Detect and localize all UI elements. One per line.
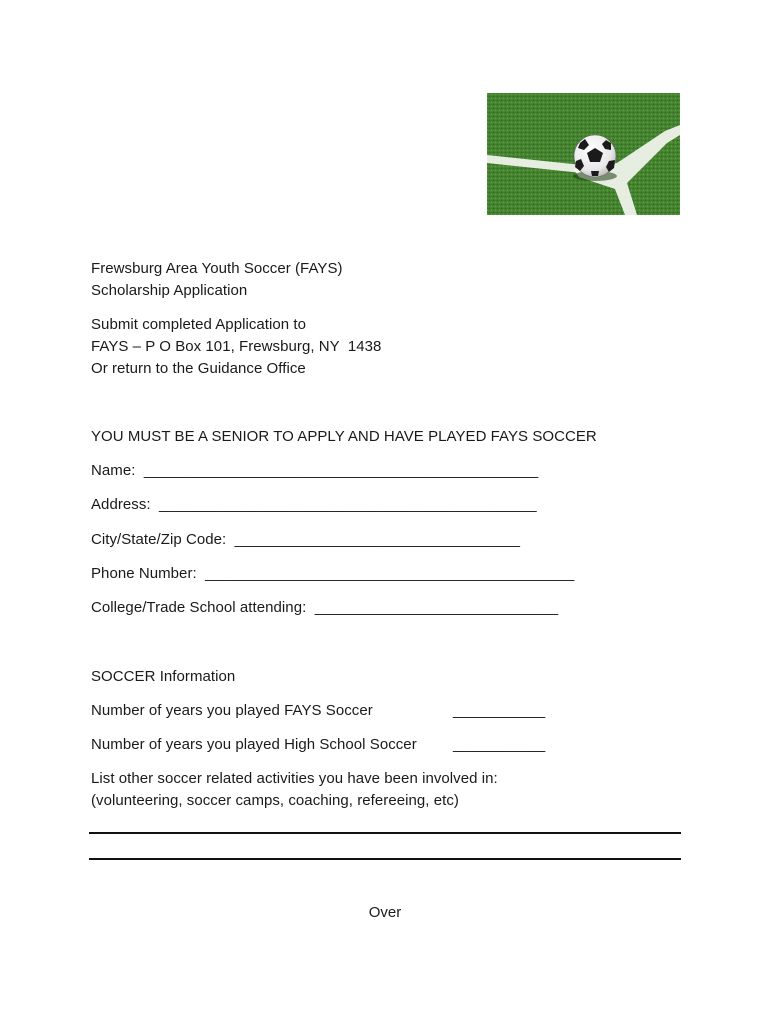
activities-examples: (volunteering, soccer camps, coaching, refereeing, etc) bbox=[91, 792, 459, 809]
address-field[interactable]: Address: _____________________________________________ bbox=[91, 496, 537, 513]
activities-prompt: List other soccer related activities you have been involved in: bbox=[91, 770, 498, 787]
activities-answer-line-1[interactable] bbox=[89, 832, 681, 834]
application-title: Scholarship Application bbox=[91, 282, 248, 299]
soccer-ball-photo bbox=[487, 93, 680, 215]
guidance-office-note: Or return to the Guidance Office bbox=[91, 360, 306, 377]
hs-years-field[interactable]: ___________ bbox=[453, 736, 546, 753]
org-title: Frewsburg Area Youth Soccer (FAYS) bbox=[91, 260, 343, 277]
city-state-zip-field[interactable]: City/State/Zip Code: __________________________________ bbox=[91, 531, 520, 548]
soccer-section-heading: SOCCER Information bbox=[91, 668, 236, 685]
phone-number-field[interactable]: Phone Number: ____________________________________________ bbox=[91, 565, 575, 582]
mailing-address: FAYS – P O Box 101, Frewsburg, NY 1438 bbox=[91, 338, 382, 355]
name-field[interactable]: Name: _______________________________________________ bbox=[91, 462, 539, 479]
over-page-note: Over bbox=[368, 904, 402, 921]
activities-answer-line-2[interactable] bbox=[89, 858, 681, 860]
fays-years-label: Number of years you played FAYS Soccer bbox=[91, 702, 373, 719]
hs-years-label: Number of years you played High School Soccer bbox=[91, 736, 417, 753]
submit-instructions: Submit completed Application to bbox=[91, 316, 307, 333]
college-field[interactable]: College/Trade School attending: _____________________________ bbox=[91, 599, 559, 616]
fays-years-field[interactable]: ___________ bbox=[453, 702, 546, 719]
eligibility-notice: YOU MUST BE A SENIOR TO APPLY AND HAVE PLAYED FAYS SOCCER bbox=[91, 428, 597, 445]
soccer-ball-icon bbox=[487, 93, 680, 215]
